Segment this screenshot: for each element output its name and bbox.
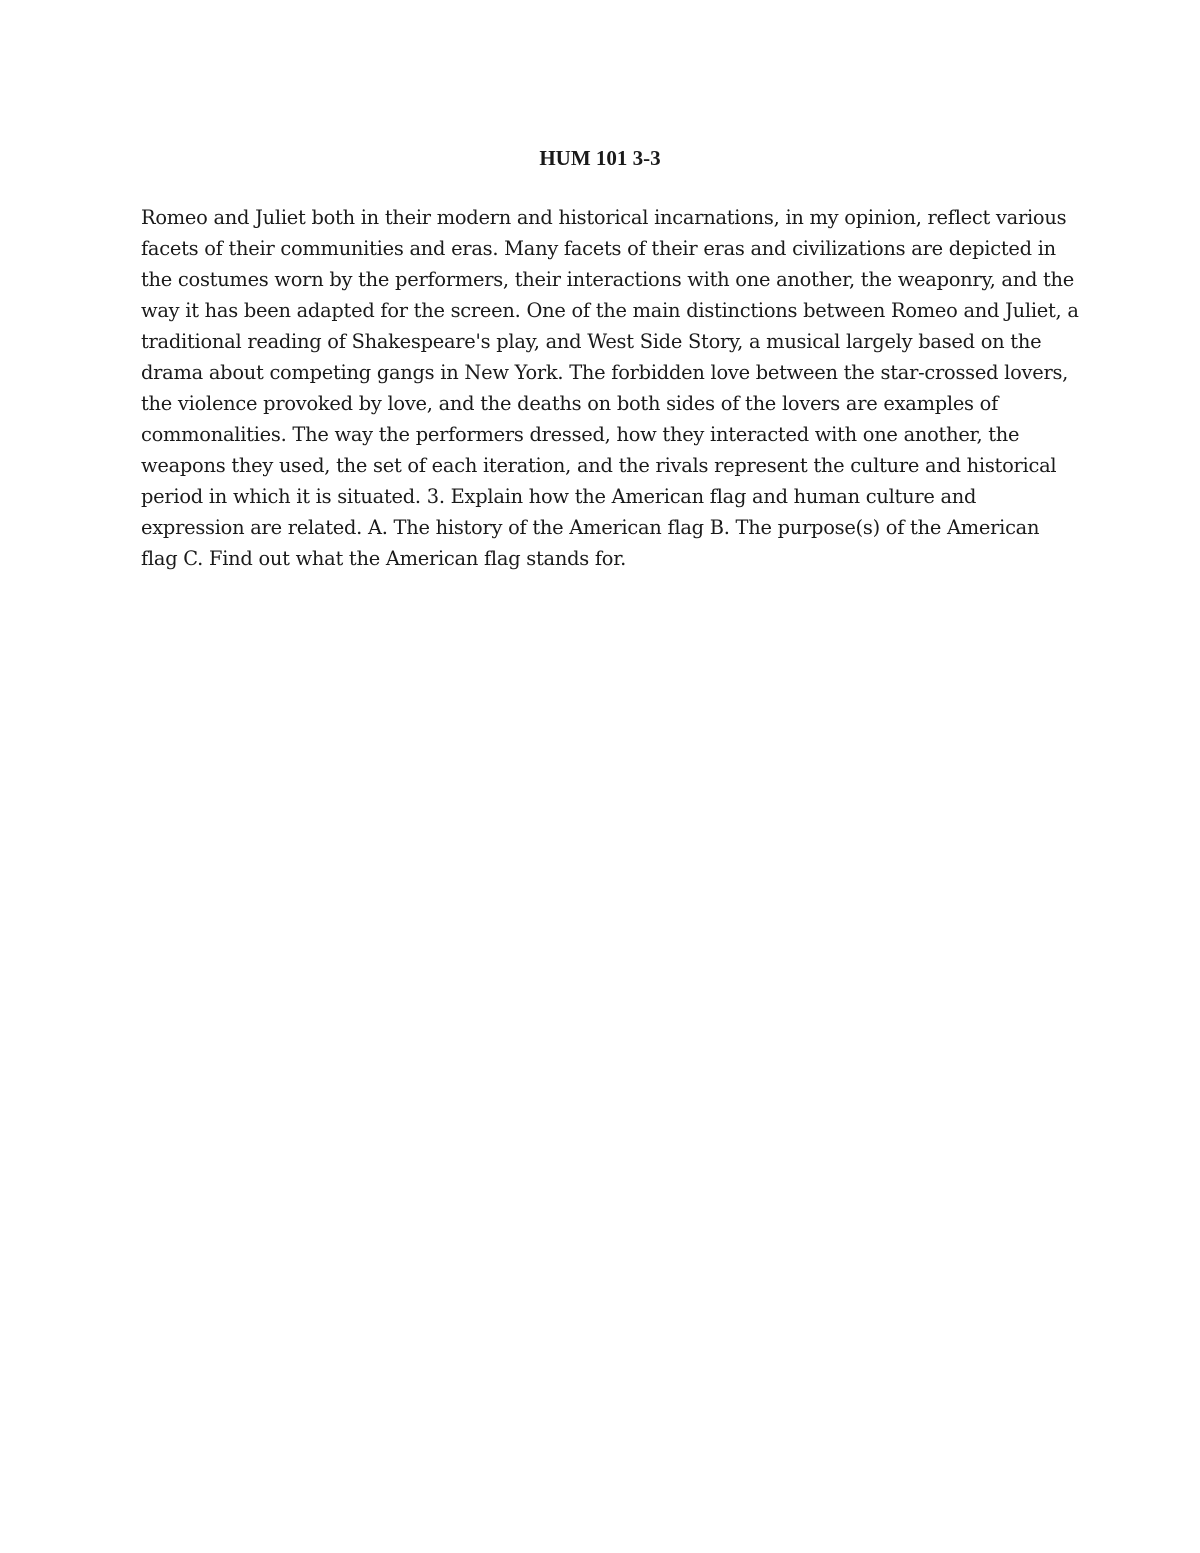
paragraph-line: flag C. Find out what the American flag stands for. (141, 547, 626, 570)
paragraph-line: Romeo and Juliet both in their modern and historical incarnations, in my opinion, reflect various (141, 206, 1067, 229)
paragraph-line: traditional reading of Shakespeare's play, and West Side Story, a musical largely based on the (141, 330, 1042, 353)
paragraph-line: period in which it is situated. 3. Explain how the American flag and human culture and (141, 485, 977, 508)
paragraph-line: drama about competing gangs in New York. The forbidden love between the star-crossed lovers, (141, 361, 1069, 384)
document-body-paragraph (141, 202, 1079, 574)
paragraph-line: way it has been adapted for the screen. One of the main distinctions between Romeo and Juliet, a (141, 299, 1079, 322)
paragraph-line: expression are related. A. The history of the American flag B. The purpose(s) of the American (141, 516, 1040, 539)
document-title: HUM 101 3-3 (539, 146, 661, 170)
paragraph-line: the violence provoked by love, and the deaths on both sides of the lovers are examples of (141, 392, 999, 415)
paragraph-line: weapons they used, the set of each iteration, and the rivals represent the culture and historical (141, 454, 1057, 477)
paragraph-line: the costumes worn by the performers, their interactions with one another, the weaponry, and the (141, 268, 1075, 291)
paragraph-line: commonalities. The way the performers dressed, how they interacted with one another, the (141, 423, 1020, 446)
paragraph-line: facets of their communities and eras. Many facets of their eras and civilizations are depicted in (141, 237, 1056, 260)
